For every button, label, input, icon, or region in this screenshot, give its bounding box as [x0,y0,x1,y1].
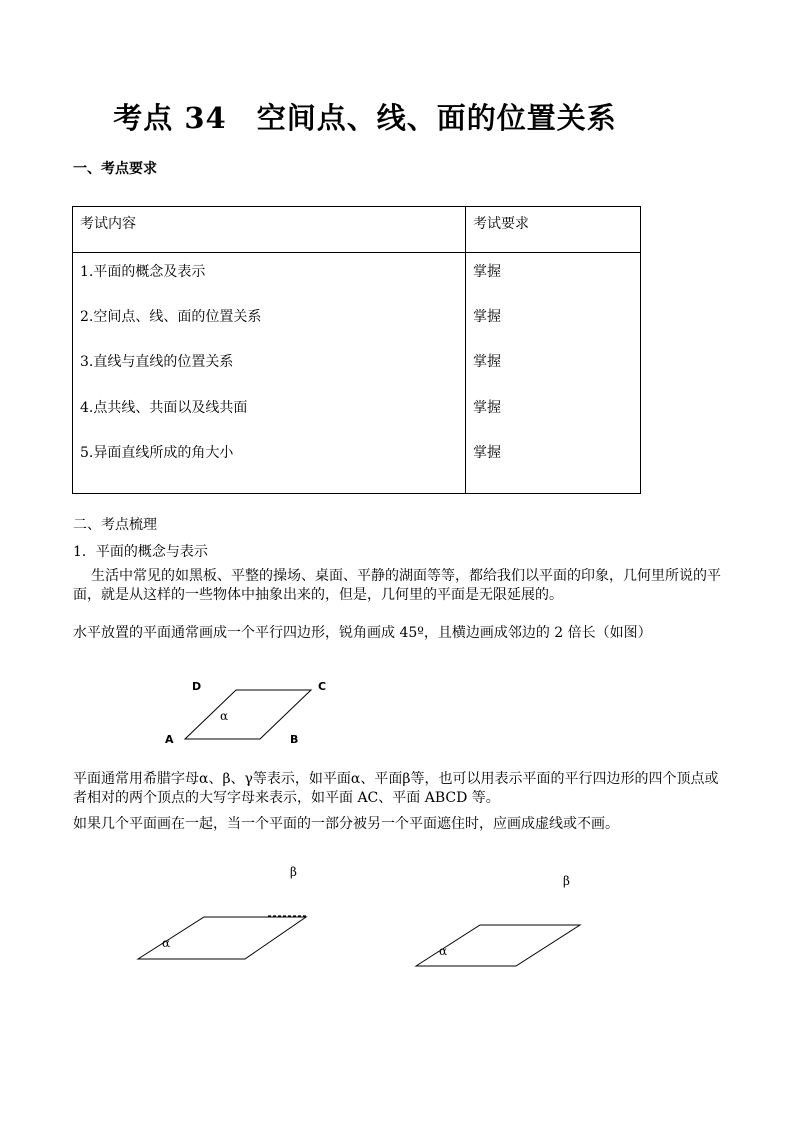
table-cell-requirement: 掌握 [473,264,501,280]
parallelogram-figure [150,672,350,752]
planes-figure-left [130,860,330,970]
vertex-label-a: A [165,733,174,746]
paragraph-hidden-lines: 如果几个平面画在一起，当一个平面的一部分被另一个平面遮住时，应画成虚线或不画。 [73,816,619,832]
table-header-requirement: 考试要求 [466,207,641,253]
table-cell-requirement: 掌握 [473,309,501,326]
plane-label-beta: β [290,865,297,879]
parallelogram-shape [185,690,311,739]
plane-label-alpha: α [439,944,448,958]
paragraph-plane-intro: 生活中常见的如黑板、平整的操场、桌面、平静的湖面等等，都给我们以平面的印象，几何里所说的平面，就是从这样的一些物体中抽象出来的，但是，几何里的平面是无限延展的。 [73,568,721,603]
paragraph-plane-drawing: 水平放置的平面通常画成一个平行四边形，锐角画成 45º，且横边画成邻边的 2 倍长（如图） [73,625,652,641]
vertex-label-d: D [192,680,202,693]
table-cell-requirement: 掌握 [473,354,501,371]
subsection-heading: 1．平面的概念与表示 [73,544,208,560]
plane-label-alpha: α [220,709,229,723]
plane-label-alpha: α [162,936,171,950]
table-cell-content: 5.异面直线所成的角大小 [80,444,234,461]
planes-figure-right [405,865,605,975]
vertex-label-c: C [318,680,327,693]
table-cell-content: 4.点共线、共面以及线共面 [80,399,248,416]
paragraph-plane-notation: 平面通常用希腊字母α、β、γ等表示，如平面α、平面β等，也可以用表示平面的平行四边形的四个顶点或者相对的两个顶点的大写字母来表示，如平面 AC、平面 ABCD 等。 [73,771,719,806]
table-body-row [73,253,641,494]
table-cell-content: 1.平面的概念及表示 [80,264,206,280]
vertex-label-b: B [290,733,299,746]
requirements-table [72,206,641,494]
table-content-column [73,253,466,494]
table-requirement-column [466,253,641,494]
page-title: 考点 34 空间点、线、面的位置关系 [113,101,617,135]
table-cell-content: 2.空间点、线、面的位置关系 [80,309,262,326]
table-cell-content: 3.直线与直线的位置关系 [80,354,234,371]
plane-label-beta: β [563,874,570,888]
table-cell-requirement: 掌握 [473,444,501,461]
section-heading-requirements: 一、考点要求 [73,161,157,177]
table-header-content: 考试内容 [73,207,466,253]
section-heading-review: 二、考点梳理 [73,517,157,533]
table-header-row [73,207,641,253]
table-cell-requirement: 掌握 [473,399,501,416]
